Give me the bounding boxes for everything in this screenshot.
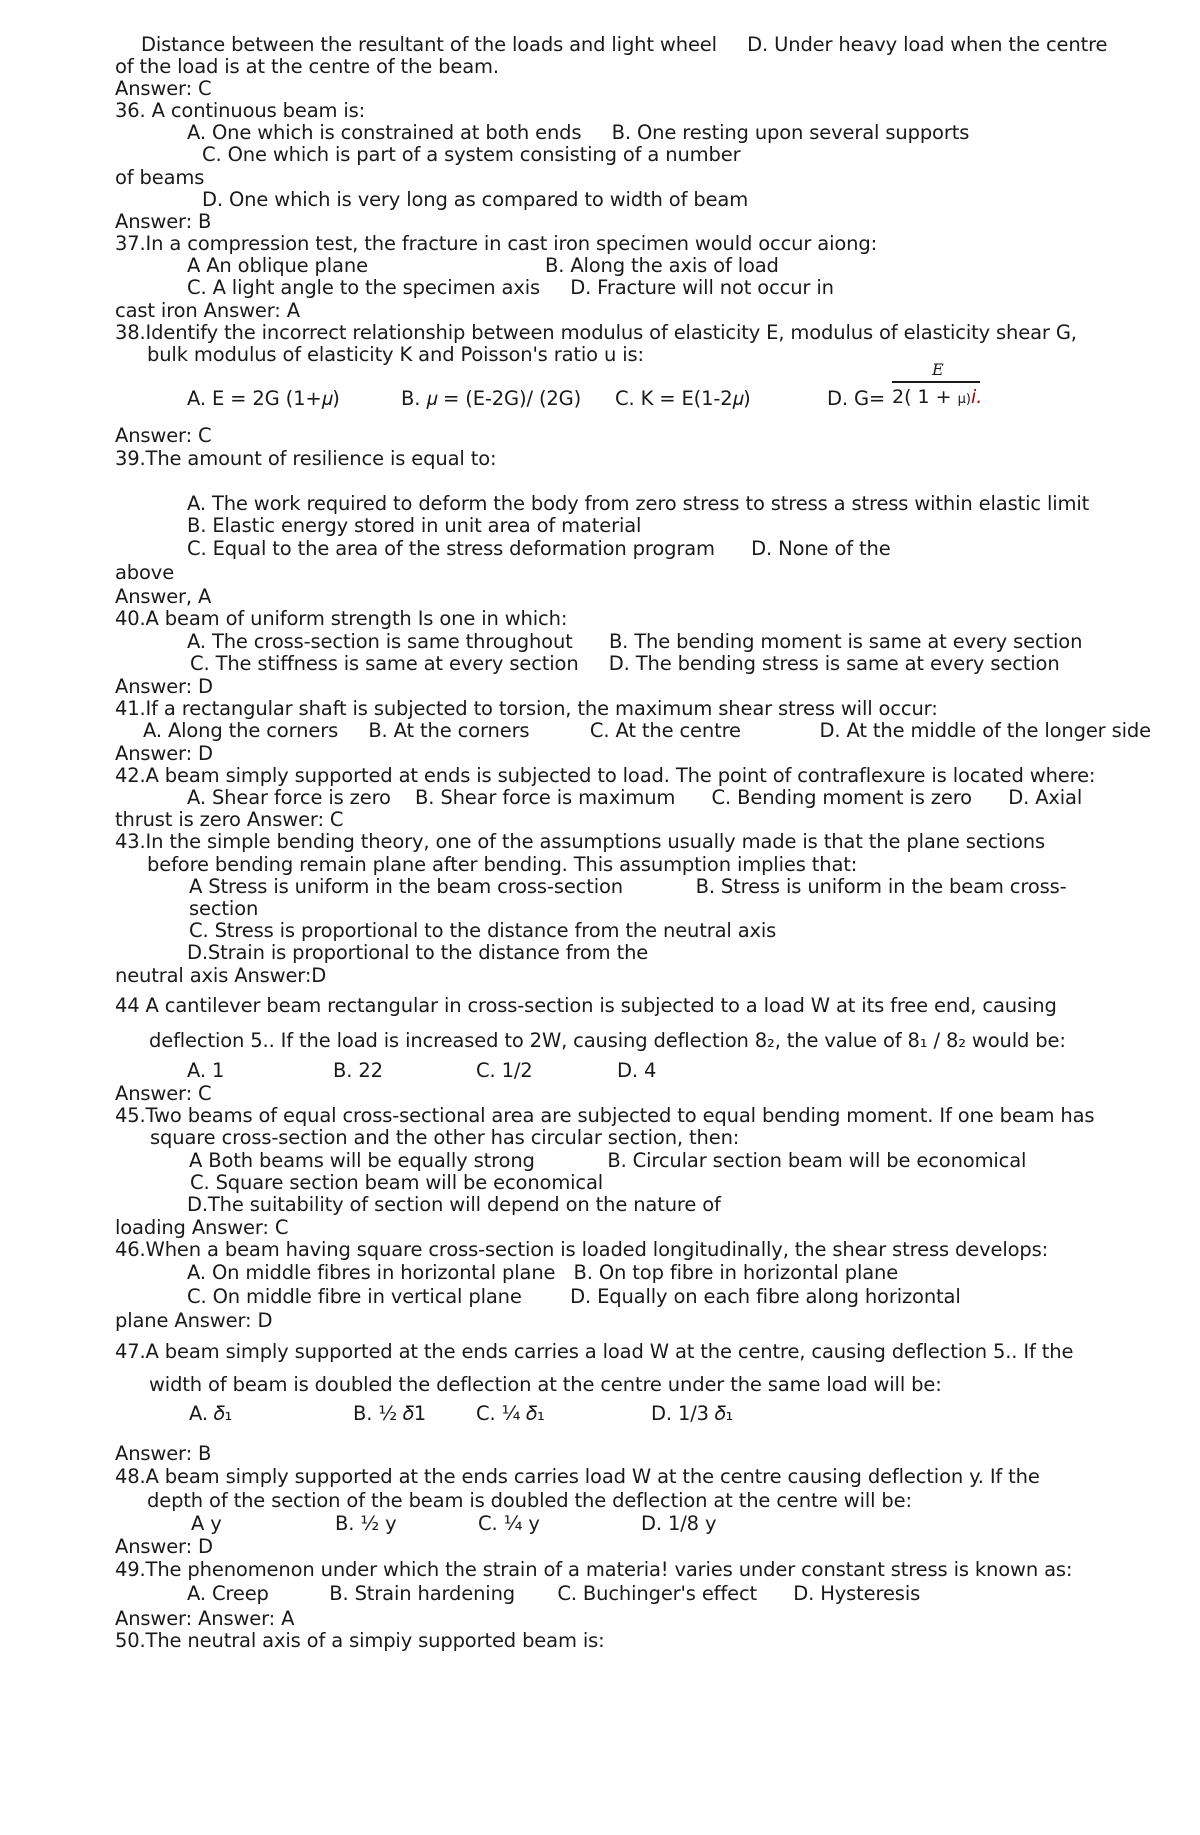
option-line: A. E = 2G (1+𝜇) bbox=[187, 387, 340, 410]
question-41: 41.If a rectangular shaft is subjected to torsion, the maximum shear stress will occur: bbox=[115, 697, 938, 720]
option-line: A Both beams will be equally strong B. Circular section beam will be economical bbox=[189, 1149, 1027, 1172]
option-line: C. A light angle to the specimen axis D. Fracture will not occur in bbox=[187, 276, 834, 299]
text-line: above bbox=[115, 561, 175, 584]
option-line: A. The cross-section is same throughout B. The bending moment is same at every section bbox=[187, 630, 1083, 653]
question-47: 47.A beam simply supported at the ends carries a load W at the centre, causing deflection 5.. If the bbox=[115, 1340, 1074, 1363]
option-line: C. On middle fibre in vertical plane D. Equally on each fibre along horizontal bbox=[187, 1285, 961, 1308]
text-line: depth of the section of the beam is doubled the deflection at the centre will be: bbox=[147, 1489, 912, 1512]
option-line: D. G= bbox=[827, 387, 886, 410]
fraction-bar bbox=[892, 381, 980, 383]
fraction-numerator: E bbox=[932, 360, 944, 379]
question-50: 50.The neutral axis of a simpiy supported beam is: bbox=[115, 1629, 605, 1652]
question-43: 43.In the simple bending theory, one of the assumptions usually made is that the plane sections bbox=[115, 830, 1045, 853]
denominator-part: μ) bbox=[957, 392, 971, 407]
text-line: bulk modulus of elasticity K and Poisson's ratio u is: bbox=[147, 343, 644, 366]
question-44: 44 A cantilever beam rectangular in cross-section is subjected to a load W at its free end, causing bbox=[115, 994, 1057, 1017]
text-line: width of beam is doubled the deflection at the centre under the same load will be: bbox=[149, 1373, 942, 1396]
question-45: 45.Two beams of equal cross-sectional area are subjected to equal bending moment. If one beam has bbox=[115, 1104, 1095, 1127]
question-42: 42.A beam simply supported at ends is subjected to load. The point of contraflexure is located where: bbox=[115, 764, 1096, 787]
answer-line: thrust is zero Answer: C bbox=[115, 808, 344, 831]
answer-line: Answer: C bbox=[115, 1082, 212, 1105]
text-line: before bending remain plane after bending. This assumption implies that: bbox=[147, 853, 858, 876]
option-line: A An oblique plane bbox=[187, 254, 368, 277]
answer-line: Answer: B bbox=[115, 210, 212, 233]
answer-line: Answer: D bbox=[115, 675, 213, 698]
option-line: D. 1/8 y bbox=[641, 1512, 717, 1535]
option-line: A. Along the corners B. At the corners C. At the centre D. At the middle of the longer side bbox=[143, 719, 1151, 742]
option-line: C. ¼ y bbox=[478, 1512, 540, 1535]
option-line: B. 𝜇 = (E-2G)/ (2G) bbox=[401, 387, 582, 410]
option-line: B. ½ 𝛿1 bbox=[353, 1402, 426, 1425]
denominator-part: i. bbox=[970, 386, 983, 408]
option-line: A. Shear force is zero B. Shear force is maximum C. Bending moment is zero D. Axial bbox=[187, 786, 1083, 809]
option-line: C. Equal to the area of the stress deformation program D. None of the bbox=[187, 537, 891, 560]
answer-line: Answer: B bbox=[115, 1442, 212, 1465]
answer-line: neutral axis Answer:D bbox=[115, 964, 327, 987]
option-line: C. ¼ 𝛿₁ bbox=[476, 1402, 545, 1425]
option-line: A y bbox=[191, 1512, 222, 1535]
option-line: C. Stress is proportional to the distance from the neutral axis bbox=[189, 919, 777, 942]
option-line: D. 1/3 𝛿₁ bbox=[651, 1402, 734, 1425]
option-line: A. On middle fibres in horizontal plane B. On top fibre in horizontal plane bbox=[187, 1261, 899, 1284]
option-line: D.Strain is proportional to the distance from the bbox=[187, 941, 649, 964]
question-37: 37.In a compression test, the fracture in cast iron specimen would occur aiong: bbox=[115, 232, 877, 255]
option-line: A. Creep B. Strain hardening C. Buchinger's effect D. Hysteresis bbox=[187, 1582, 921, 1605]
option-line: C. One which is part of a system consisting of a number bbox=[202, 143, 741, 166]
option-line: A. 1 bbox=[187, 1059, 225, 1082]
option-line: A. One which is constrained at both ends B. One resting upon several supports bbox=[187, 121, 970, 144]
answer-line: Answer, A bbox=[115, 585, 212, 608]
option-line: B. Elastic energy stored in unit area of material bbox=[187, 514, 642, 537]
answer-line: Answer: D bbox=[115, 1535, 213, 1558]
option-line: A Stress is uniform in the beam cross-section B. Stress is uniform in the beam cross- bbox=[189, 875, 1067, 898]
answer-line: loading Answer: C bbox=[115, 1216, 289, 1239]
denominator-part: 2( 1 + bbox=[892, 386, 958, 408]
text-line: deflection 5.. If the load is increased to 2W, causing deflection 8₂, the value of 8₁ / 8₂ would be: bbox=[149, 1029, 1066, 1052]
answer-line: cast iron Answer: A bbox=[115, 299, 300, 322]
option-line: B. Along the axis of load bbox=[545, 254, 779, 277]
option-line: B. ½ y bbox=[335, 1512, 397, 1535]
question-46: 46.When a beam having square cross-section is loaded longitudinally, the shear stress develops: bbox=[115, 1238, 1049, 1261]
answer-line: Answer: C bbox=[115, 424, 212, 447]
option-line: C. K = E(1-2𝜇) bbox=[615, 387, 751, 410]
text-line: Distance between the resultant of the loads and light wheel D. Under heavy load when the centre bbox=[141, 33, 1108, 56]
answer-line: Answer: C bbox=[115, 77, 212, 100]
option-line: B. 22 bbox=[333, 1059, 383, 1082]
option-line: C. Square section beam will be economical bbox=[190, 1171, 604, 1194]
question-38: 38.Identify the incorrect relationship between modulus of elasticity E, modulus of elasticity shear G, bbox=[115, 321, 1077, 344]
answer-line: Answer: Answer: A bbox=[115, 1607, 295, 1630]
question-49: 49.The phenomenon under which the strain of a materia! varies under constant stress is known as: bbox=[115, 1558, 1073, 1581]
option-line: D. One which is very long as compared to width of beam bbox=[202, 188, 749, 211]
question-40: 40.A beam of uniform strength Is one in which: bbox=[115, 607, 568, 630]
question-48: 48.A beam simply supported at the ends carries load W at the centre causing deflection y. If the bbox=[115, 1465, 1040, 1488]
answer-line: Answer: D bbox=[115, 742, 213, 765]
option-line: C. The stiffness is same at every section D. The bending stress is same at every section bbox=[190, 652, 1060, 675]
question-39: 39.The amount of resilience is equal to: bbox=[115, 447, 497, 470]
option-line: D. 4 bbox=[617, 1059, 657, 1082]
question-36: 36. A continuous beam is: bbox=[115, 99, 366, 122]
option-line: A. The work required to deform the body from zero stress to stress a stress within elastic limit bbox=[187, 492, 1090, 515]
answer-line: plane Answer: D bbox=[115, 1309, 273, 1332]
fraction-formula bbox=[892, 360, 982, 420]
text-line: square cross-section and the other has circular section, then: bbox=[150, 1126, 740, 1149]
option-line: C. 1/2 bbox=[476, 1059, 533, 1082]
fraction-denominator bbox=[892, 386, 982, 408]
option-line: A. 𝛿₁ bbox=[189, 1402, 233, 1425]
text-line: of the load is at the centre of the beam. bbox=[115, 55, 499, 78]
text-line: of beams bbox=[115, 166, 205, 189]
option-line: D.The suitability of section will depend on the nature of bbox=[187, 1193, 721, 1216]
option-line: section bbox=[189, 897, 259, 920]
